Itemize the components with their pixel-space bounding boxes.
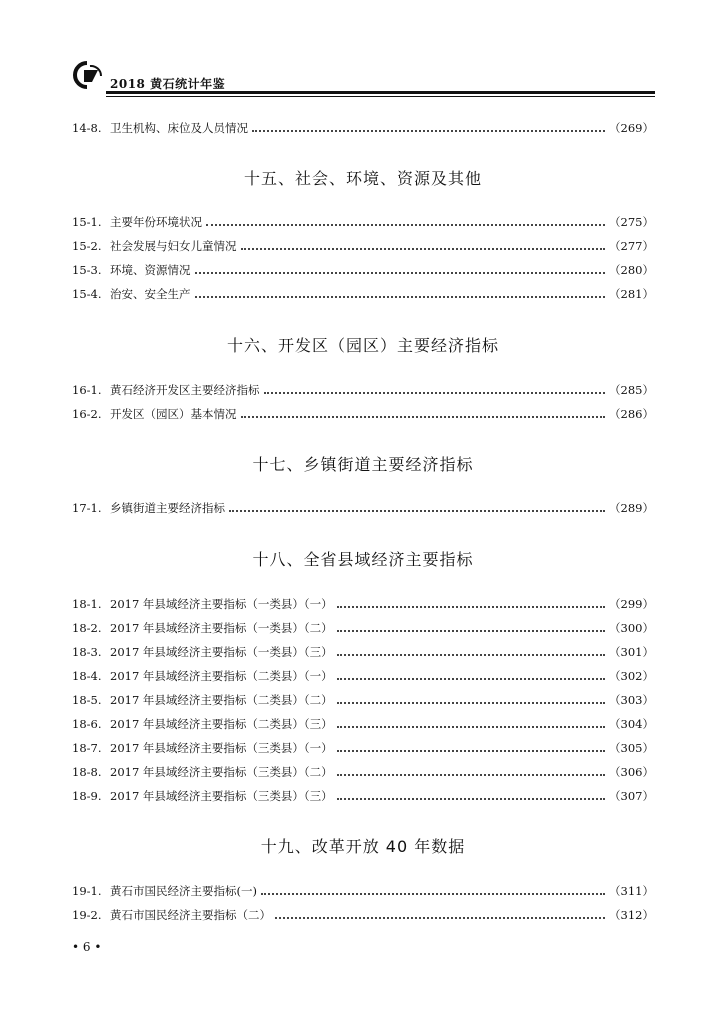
entry-page: （312） <box>609 908 654 922</box>
entry-number: 18-8. <box>72 765 102 779</box>
leader-dots <box>337 773 605 776</box>
entry-number: 18-4. <box>72 669 102 683</box>
entry-number: 16-1. <box>72 383 102 397</box>
toc-entry[interactable] <box>72 213 654 231</box>
leader-dots <box>337 701 605 704</box>
entry-title: 主要年份环境状况 <box>110 215 202 229</box>
entry-number: 15-4. <box>72 287 102 301</box>
entry-title: 2017 年县域经济主要指标（三类县）（二） <box>110 765 333 779</box>
entry-title: 2017 年县域经济主要指标（一类县）（一） <box>110 597 333 611</box>
toc-entry[interactable] <box>72 499 654 517</box>
toc-entry[interactable] <box>72 882 654 900</box>
header-title: 2018 黄石统计年鉴 <box>110 77 226 91</box>
entry-number: 15-1. <box>72 215 102 229</box>
header-rule-thin <box>106 96 655 97</box>
entry-number: 15-2. <box>72 239 102 253</box>
entry-title: 环境、资源情况 <box>110 263 191 277</box>
entry-title: 2017 年县域经济主要指标（三类县）（三） <box>110 789 333 803</box>
entry-number: 18-1. <box>72 597 102 611</box>
leader-dots <box>206 223 605 226</box>
entry-page: （311） <box>609 884 654 898</box>
entry-number: 18-3. <box>72 645 102 659</box>
entry-page: （281） <box>609 287 654 301</box>
entry-page: （275） <box>609 215 654 229</box>
toc-entry[interactable] <box>72 643 654 661</box>
entry-page: （299） <box>609 597 654 611</box>
toc-entry[interactable] <box>72 763 654 781</box>
entry-page: （307） <box>609 789 654 803</box>
entry-title: 2017 年县域经济主要指标（二类县）（一） <box>110 669 333 683</box>
leader-dots <box>337 797 605 800</box>
entry-page: （304） <box>609 717 654 731</box>
section-title: 十九、改革开放 40 年数据 <box>260 837 466 856</box>
section-title: 十五、社会、环境、资源及其他 <box>243 169 482 188</box>
leader-dots <box>337 653 605 656</box>
leader-dots <box>337 605 605 608</box>
entry-title: 黄石市国民经济主要指标(一) <box>110 884 257 898</box>
toc-entry[interactable] <box>72 739 654 757</box>
toc-entry[interactable] <box>72 906 654 924</box>
toc-entry[interactable] <box>72 381 654 399</box>
toc-entry[interactable] <box>72 595 654 613</box>
page-number: • 6 • <box>72 940 102 954</box>
entry-title: 治安、安全生产 <box>110 287 191 301</box>
section-title: 十六、开发区（园区）主要经济指标 <box>226 336 499 355</box>
entry-page: （289） <box>609 501 654 515</box>
entry-title: 社会发展与妇女儿童情况 <box>110 239 237 253</box>
leader-dots <box>229 509 605 512</box>
entry-number: 18-5. <box>72 693 102 707</box>
entry-page: （301） <box>609 645 654 659</box>
entry-number: 19-1. <box>72 884 102 898</box>
toc-entry[interactable] <box>72 619 654 637</box>
leader-dots <box>195 295 606 298</box>
leader-dots <box>337 629 605 632</box>
toc-entry[interactable] <box>72 715 654 733</box>
section-title: 十八、全省县域经济主要指标 <box>252 550 474 569</box>
page-header <box>70 58 655 98</box>
entry-title: 卫生机构、床位及人员情况 <box>110 121 248 135</box>
toc-entry[interactable] <box>72 787 654 805</box>
toc-entry[interactable] <box>72 405 654 423</box>
toc-entry[interactable] <box>72 119 654 137</box>
entry-number: 15-3. <box>72 263 102 277</box>
leader-dots <box>261 892 605 895</box>
entry-page: （280） <box>609 263 654 277</box>
toc-entry[interactable] <box>72 261 654 279</box>
entry-title: 开发区（园区）基本情况 <box>110 407 237 421</box>
entry-page: （286） <box>609 407 654 421</box>
toc-entry[interactable] <box>72 237 654 255</box>
entry-title: 乡镇街道主要经济指标 <box>110 501 225 515</box>
entry-number: 17-1. <box>72 501 102 515</box>
yearbook-logo-icon <box>70 60 104 90</box>
entry-page: （305） <box>609 741 654 755</box>
entry-page: （277） <box>609 239 654 253</box>
leader-dots <box>195 271 606 274</box>
entry-title: 2017 年县域经济主要指标（一类县）（三） <box>110 645 333 659</box>
entry-title: 2017 年县域经济主要指标（二类县）（二） <box>110 693 333 707</box>
entry-page: （303） <box>609 693 654 707</box>
entry-number: 19-2. <box>72 908 102 922</box>
entry-page: （285） <box>609 383 654 397</box>
entry-number: 18-9. <box>72 789 102 803</box>
entry-title: 黄石经济开发区主要经济指标 <box>110 383 260 397</box>
toc-entry[interactable] <box>72 285 654 303</box>
entry-title: 2017 年县域经济主要指标（一类县）（二） <box>110 621 333 635</box>
leader-dots <box>264 391 606 394</box>
leader-dots <box>252 129 605 132</box>
entry-page: （302） <box>609 669 654 683</box>
leader-dots <box>241 247 606 250</box>
entry-number: 18-7. <box>72 741 102 755</box>
section-title: 十七、乡镇街道主要经济指标 <box>252 455 474 474</box>
toc-entry[interactable] <box>72 691 654 709</box>
toc-entry[interactable] <box>72 667 654 685</box>
entry-number: 14-8. <box>72 121 102 135</box>
entry-page: （306） <box>609 765 654 779</box>
header-rule-thick <box>106 91 655 94</box>
entry-title: 2017 年县域经济主要指标（二类县）（三） <box>110 717 333 731</box>
entry-title: 黄石市国民经济主要指标（二） <box>110 908 271 922</box>
leader-dots <box>241 415 606 418</box>
leader-dots <box>337 725 605 728</box>
leader-dots <box>275 916 605 919</box>
entry-page: （300） <box>609 621 654 635</box>
entry-page: （269） <box>609 121 654 135</box>
entry-number: 18-2. <box>72 621 102 635</box>
entry-number: 18-6. <box>72 717 102 731</box>
leader-dots <box>337 749 605 752</box>
leader-dots <box>337 677 605 680</box>
entry-number: 16-2. <box>72 407 102 421</box>
entry-title: 2017 年县域经济主要指标（三类县）（一） <box>110 741 333 755</box>
